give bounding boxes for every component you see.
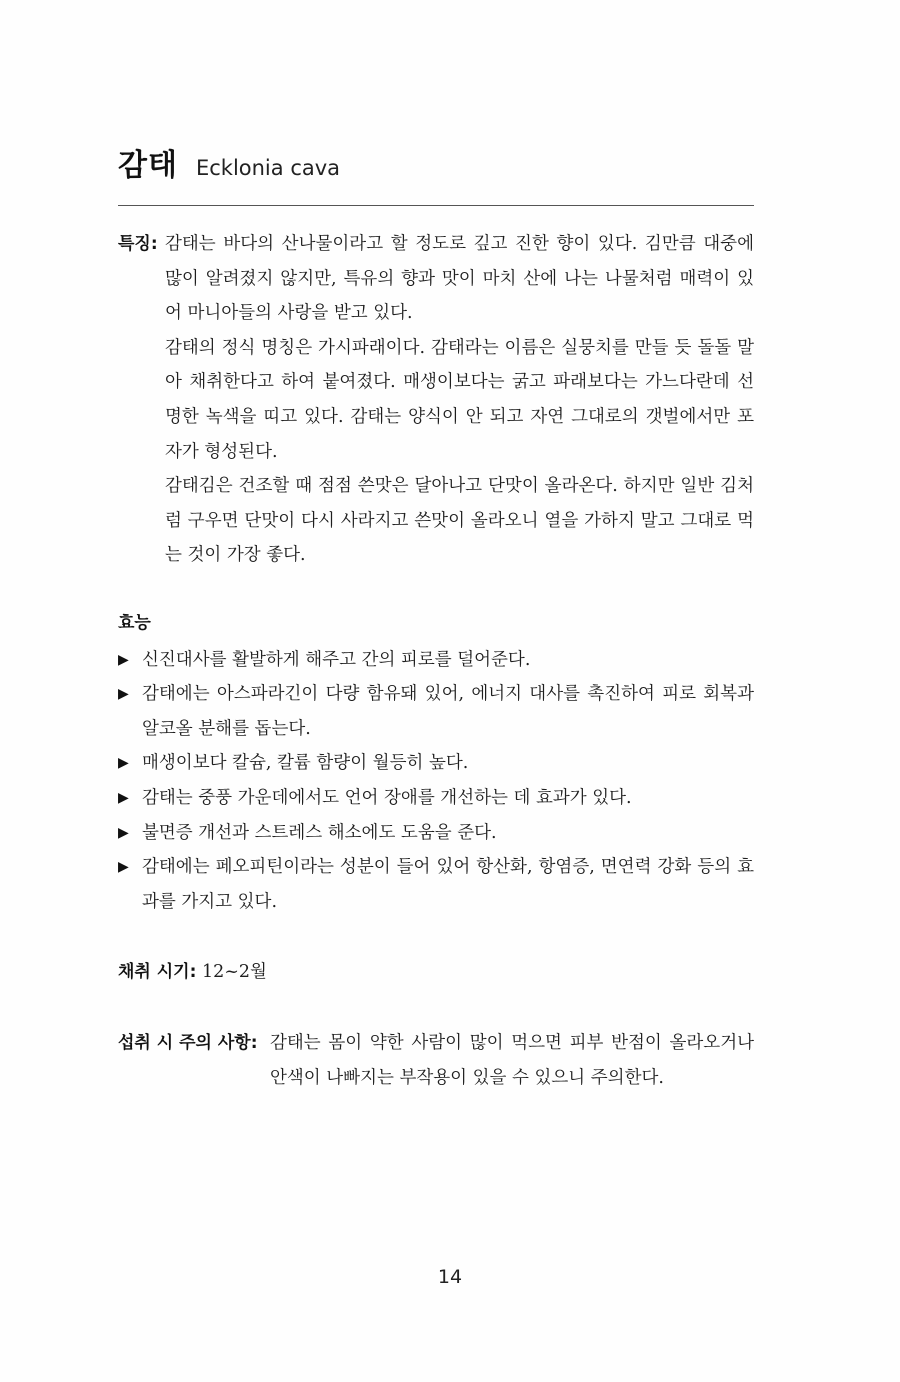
features-paragraph: 감태의 정식 명칭은 가시파래이다. 감태라는 이름은 실뭉치를 만들 듯 돌돌 말아 채취한다고 하여 붙여졌다. 매생이보다는 굵고 파래보다는 가느다란데 선명한 녹색을 띠고 있다. 감태는 양식이 안 되고 자연 그대로의 갯벌에서만 포자가 형성된다. <box>165 337 754 462</box>
effect-text: 불면증 개선과 스트레스 해소에도 도움을 준다. <box>142 822 497 843</box>
features-paragraph: 감태김은 건조할 때 점점 쓴맛은 달아나고 단맛이 올라온다. 하지만 일반 김처럼 구우면 단맛이 다시 사라지고 쓴맛이 올라오니 열을 가하지 말고 그대로 먹는 것이 가장 좋다. <box>165 476 754 566</box>
list-item <box>118 677 754 746</box>
effect-text: 감태는 중풍 가운데에서도 언어 장애를 개선하는 데 효과가 있다. <box>142 787 632 808</box>
effects-label: 효능 <box>118 613 151 633</box>
list-item <box>118 643 754 678</box>
triangle-bullet-icon: ▶ <box>118 824 129 841</box>
entry-title <box>118 140 340 184</box>
harvest-season-section <box>118 955 754 990</box>
features-label: 특징: <box>118 234 158 254</box>
caution-text: 감태는 몸이 약한 사람이 많이 먹으면 피부 반점이 올라오거나 안색이 나빠지는 부작용이 있을 수 있으니 주의한다. <box>270 1033 754 1088</box>
triangle-bullet-icon: ▶ <box>118 651 129 668</box>
page-number: 14 <box>437 1266 463 1288</box>
harvest-season-label: 채취 시기: <box>118 962 197 982</box>
triangle-bullet-icon: ▶ <box>118 755 129 772</box>
effect-text: 감태에는 페오피틴이라는 성분이 들어 있어 항산화, 항염증, 면연력 강화 등의 효과를 가지고 있다. <box>142 857 754 912</box>
effects-list <box>118 643 754 920</box>
list-item <box>118 850 754 919</box>
title-latin-name: Ecklonia cava <box>195 156 341 180</box>
harvest-season-value: 12~2월 <box>201 962 267 982</box>
list-item <box>118 816 754 851</box>
title-korean: 감태 <box>118 148 178 183</box>
caution-section <box>118 1026 754 1095</box>
effect-text: 신진대사를 활발하게 해주고 간의 피로를 덜어준다. <box>142 649 531 670</box>
effects-section <box>118 606 754 919</box>
list-item <box>118 781 754 816</box>
caution-label: 섭취 시 주의 사항: <box>118 1033 258 1053</box>
title-divider <box>118 205 754 206</box>
list-item <box>118 746 754 781</box>
features-paragraph: 감태는 바다의 산나물이라고 할 정도로 깊고 진한 향이 있다. 김만큼 대중에 많이 알려졌지 않지만, 특유의 향과 맛이 마치 산에 나는 나물처럼 매력이 있어 마니아들의 사랑을 받고 있다. <box>165 234 754 324</box>
effect-text: 감태에는 아스파라긴이 다량 함유돼 있어, 에너지 대사를 촉진하여 피로 회복과 알코올 분해를 돕는다. <box>142 684 754 739</box>
features-section <box>118 227 754 573</box>
triangle-bullet-icon: ▶ <box>118 859 129 876</box>
features-body <box>165 227 754 573</box>
triangle-bullet-icon: ▶ <box>118 686 129 703</box>
triangle-bullet-icon: ▶ <box>118 789 129 806</box>
effect-text: 매생이보다 칼슘, 칼륨 함량이 월등히 높다. <box>142 753 469 774</box>
